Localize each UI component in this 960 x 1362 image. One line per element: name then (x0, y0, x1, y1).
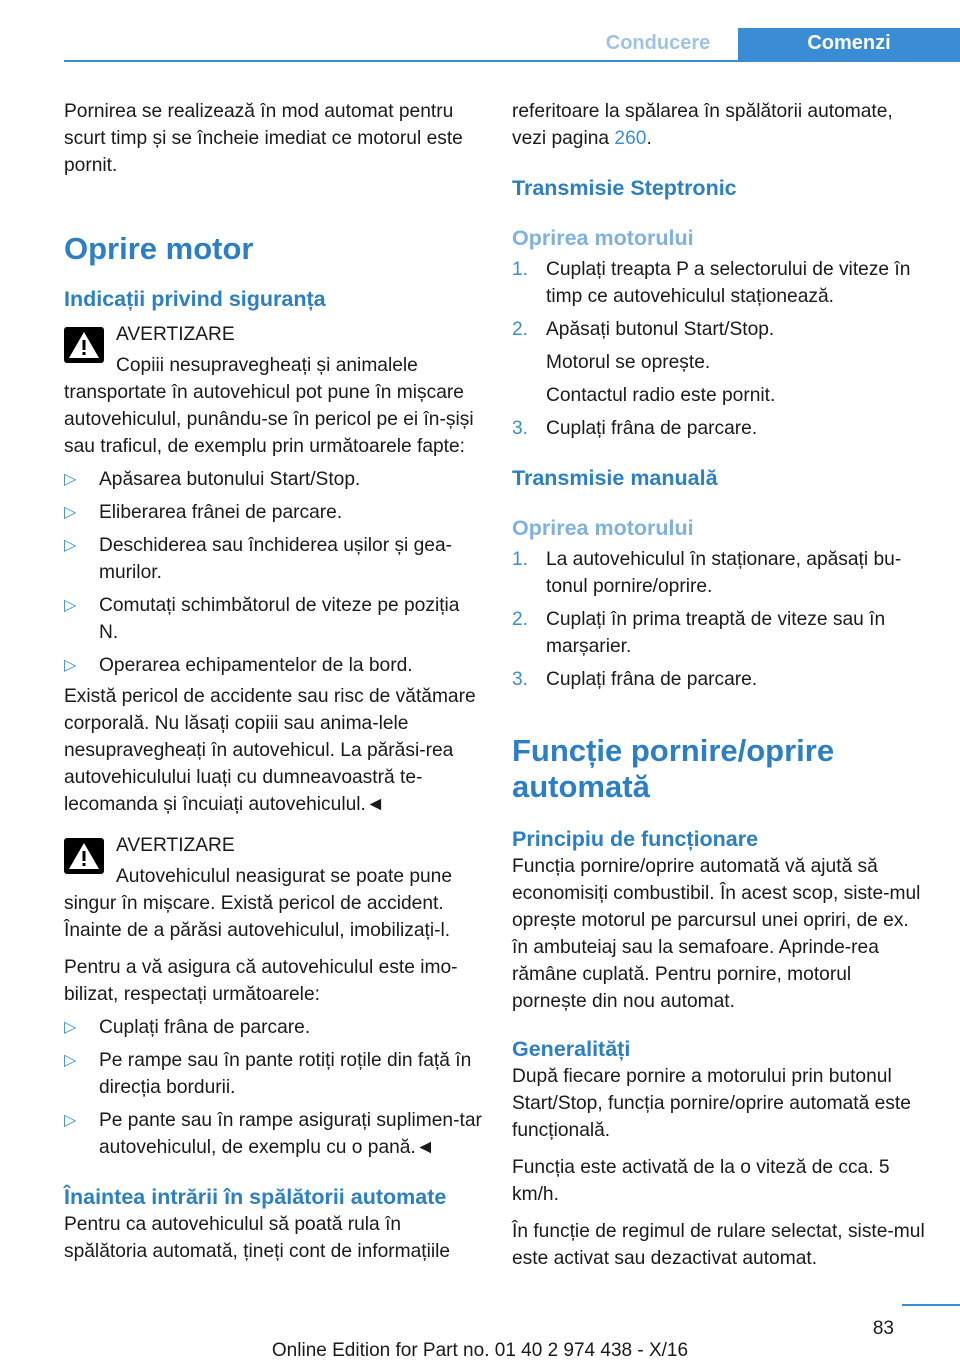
footer-rule (902, 1304, 960, 1306)
heading-oprirea-motorului: Oprirea motorului (512, 516, 694, 540)
general-paragraph-3: În funcție de regimul de rulare selectat, siste-mul este activat sau dezactivat automat. (512, 1221, 925, 1269)
warning-body: transportate în autovehicul pot pune în mișcare autovehiculul, punându-se în pericol pe ei în-șiși sau traficul, de exemplu prin următoarele fapte: (64, 382, 474, 457)
general-paragraph-2: Funcția este activată de la o viteză de cca. 5 km/h. (512, 1157, 890, 1205)
list-item: ▷ Operarea echipamentelor de la bord. (64, 652, 482, 679)
edition-note: Online Edition for Part no. 01 40 2 974 438 - X/16 (271, 1340, 689, 1361)
warning-block-2 (64, 832, 482, 944)
bullet-triangle-icon: ▷ (64, 504, 77, 521)
warning-lead: Autovehiculul neasigurat se poate pune (116, 866, 453, 887)
heading-safety: Indicații privind siguranța (64, 287, 326, 311)
section-tab[interactable]: Conducere (596, 28, 720, 60)
bullet-triangle-icon: ▷ (64, 657, 77, 674)
page-header (0, 0, 960, 62)
heading-manual: Transmisie manuală (512, 466, 718, 490)
active-tab[interactable]: Comenzi (738, 28, 960, 62)
left-column (64, 98, 482, 1265)
warning-2-paragraph: Pentru a vă asigura că autovehiculul este imo-bilizat, respectați următoarele: (64, 957, 458, 1005)
bullet-triangle-icon: ▷ (64, 1112, 77, 1129)
list-item: ▷ Eliberarea frânei de parcare. (64, 499, 482, 526)
list-item: ▷ Pe pante sau în rampe asigurați suplimen-tar autovehiculul, de exemplu cu o pană.◄ (64, 1107, 482, 1161)
bullet-triangle-icon: ▷ (64, 597, 77, 614)
page-number: 83 (872, 1318, 894, 1339)
warning-1-conclusion: Există pericol de accidente sau risc de vătămare corporală. Nu lăsați copiii sau anima-lele nesupravegheați în autovehicul. La părăsi-rea autovehiculului luați cu dumneavoastră te-lecomanda și încuiați autovehiculul.◄ (64, 686, 476, 815)
right-column (512, 98, 930, 1272)
list-item: ▷ Comutați schimbătorul de viteze pe poziția N. (64, 592, 482, 646)
header-rule (64, 60, 960, 62)
heading-generalitati: Generalități (512, 1037, 631, 1061)
steptronic-steps (512, 256, 930, 442)
page-footer (0, 1304, 960, 1362)
list-item: 3. Cuplați frâna de parcare. (512, 669, 758, 690)
warning-title: AVERTIZARE (116, 324, 235, 345)
heading-oprire-motor: Oprire motor (64, 231, 254, 266)
step-note: Motorul se oprește. (546, 352, 711, 373)
warning-lead: Copiii nesupravegheați și animalele (116, 355, 418, 376)
list-item: 3. Cuplați frâna de parcare. (512, 418, 758, 439)
warning-1-bullet-list (64, 466, 482, 679)
warning-2-bullet-list (64, 1014, 482, 1161)
manual-steps (512, 546, 930, 693)
car-wash-paragraph: Pentru ca autovehiculul să poată rula în spălătoria automată, țineți cont de informațiile (64, 1214, 451, 1262)
list-item: ▷ Cuplați frâna de parcare. (64, 1014, 482, 1041)
list-item: 2. Cuplați în prima treaptă de viteze sau în marșarier. (512, 609, 886, 657)
list-item: 2. Apăsați butonul Start/Stop. (512, 319, 775, 340)
step-note: Contactul radio este pornit. (546, 385, 776, 406)
intro-paragraph: Pornirea se realizează în mod automat pentru scurt timp și se încheie imediat ce motorul este pornit. (64, 101, 463, 176)
bullet-triangle-icon: ▷ (64, 471, 77, 488)
warning-title: AVERTIZARE (116, 835, 235, 856)
page-link-260[interactable]: 260 (614, 128, 647, 149)
warning-triangle-icon (64, 838, 104, 874)
bullet-triangle-icon: ▷ (64, 537, 77, 554)
bullet-triangle-icon: ▷ (64, 1052, 77, 1069)
list-item: 1. Cuplați treapta P a selectorului de viteze în timp ce autovehiculul staționează. (512, 259, 911, 307)
principiu-paragraph: Funcția pornire/oprire automată vă ajută să economisiți combustibil. În acest scop, siste-mul oprește motorul pe parcursul unei opriri, de ex. în ambuteiaj sau la semafoare. Aprinde-rea rămâne cuplată. Pentru pornire, motorul pornește din nou automat. (512, 856, 921, 1012)
heading-car-wash: Înaintea intrării în spălătorii automate (64, 1185, 447, 1209)
warning-block-1 (64, 321, 482, 460)
list-item: ▷ Deschiderea sau închiderea ușilor și gea-murilor. (64, 532, 482, 586)
list-item: ▷ Apăsarea butonului Start/Stop. (64, 466, 482, 493)
list-item: 1. La autovehiculul în staționare, apăsați bu-tonul pornire/oprire. (512, 549, 902, 597)
heading-principiu: Principiu de funcționare (512, 827, 759, 851)
car-wash-continuation: referitoare la spălarea în spălătorii automate, vezi pagina 260. (512, 101, 893, 149)
heading-auto-start-stop: Funcție pornire/oprire automată (512, 733, 835, 804)
list-item: ▷ Pe rampe sau în pante rotiți roțile din față în direcția bordurii. (64, 1047, 482, 1101)
general-paragraph-1: După fiecare pornire a motorului prin butonul Start/Stop, funcția pornire/oprire automată este funcțională. (512, 1066, 911, 1141)
warning-triangle-icon (64, 327, 104, 363)
heading-oprirea-motorului: Oprirea motorului (512, 226, 694, 250)
heading-steptronic: Transmisie Steptronic (512, 176, 737, 200)
bullet-triangle-icon: ▷ (64, 1019, 77, 1036)
warning-body: singur în mișcare. Există pericol de accident. Înainte de a părăsi autovehiculul, imobilizați-l. (64, 893, 451, 941)
